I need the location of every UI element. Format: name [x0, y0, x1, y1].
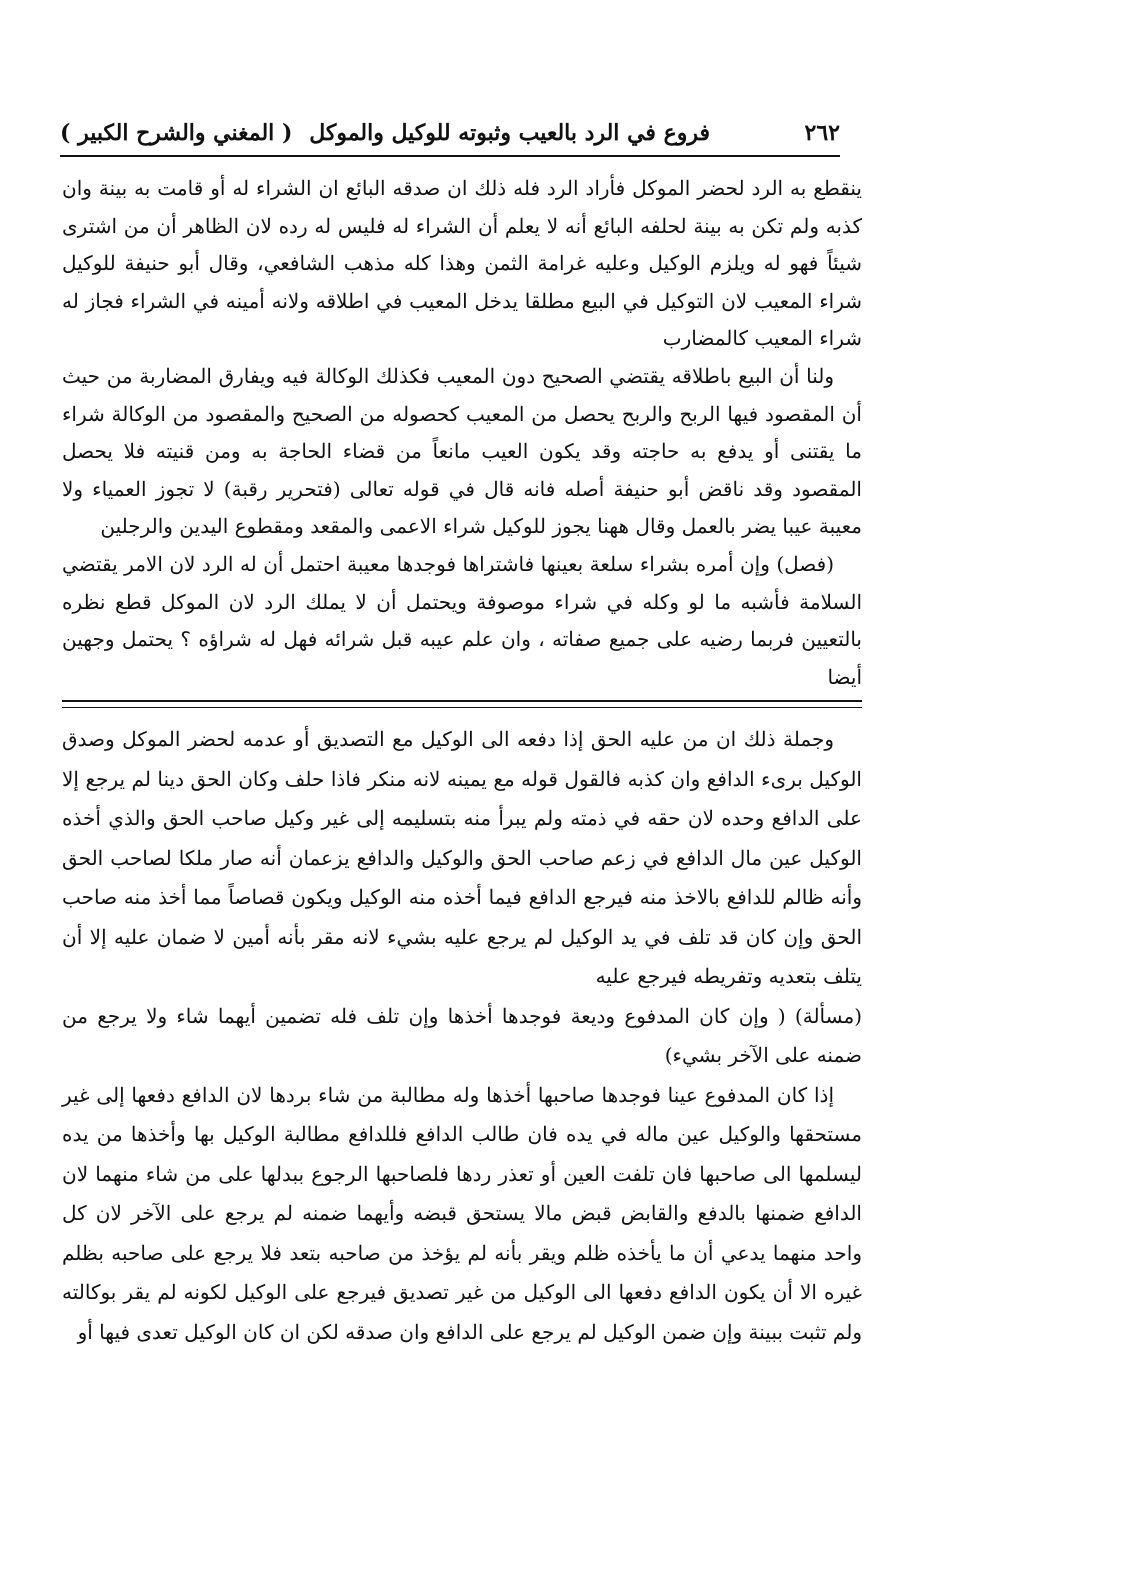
paragraph: (مسألة) ( وإن كان المدفوع وديعة فوجدها أخذها وإن تلف فله تضمين أيهما شاء ولا يرجع من ضمنه على الآخر بشيء) — [62, 1003, 862, 1067]
book-title: ( المغني والشرح الكبير ) — [60, 120, 293, 146]
paragraph: إذا كان المدفوع عينا فوجدها صاحبها أخذها وله مطالبة من شاء بردها لان الدافع دفعها إلى غير مستحقها والوكيل عين ماله في يده فان طالب الدافع فللدافع مطالبة الوكيل بها وأخذها من يده ليسلمها الى صاحبها فان تلفت العين أو تعذر ردها فلصاحبها الرجوع ببدلها على من شاء منهما لان الدافع ضمنها بالدفع والقابض قبض مالا يستحق قبضه وأيهما ضمنه لم يرجع على الآخر لان كل واحد منهما يدعي أن ما يأخذه ظلم ويقر بأنه لم يؤخذ من صاحبه بتعد فلا يرجع على صاحبه بظلم غيره الا أن يكون الدافع دفعها الى الوكيل من غير تصديق فيرجع على الوكيل لكونه لم يقر بوكالته ولم تثبت ببينة وإن ضمن الوكيل لم يرجع على الدافع وان صدقه لكن ان كان الوكيل تعدى فيها أو — [62, 1082, 862, 1344]
section-title: فروع في الرد بالعيب وثبوته للوكيل والموكل — [309, 120, 710, 146]
running-header — [60, 118, 840, 154]
section-divider — [62, 700, 862, 708]
header-rule — [60, 155, 840, 157]
paragraph: (فصل) وإن أمره بشراء سلعة بعينها فاشتراها فوجدها معيبة احتمل أن له الرد لان الامر يقتضي السلامة فأشبه ما لو وكله في شراء موصوفة ويحتمل أن لا يملك الرد لان الموكل قطع نظره بالتعيين فربما رضيه على جميع صفاته ، وان علم عيبه قبل شرائه فهل له شراؤه ؟ يحتمل وجهين أيضا — [62, 551, 862, 689]
paragraph: ينقطع به الرد لحضر الموكل فأراد الرد فله ذلك ان صدقه البائع ان الشراء له أو قامت به بينة وان كذبه ولم تكن به بينة لحلفه البائع أنه لا يعلم أن الشراء له فليس له رده لان الظاهر أن من اشترى شيئاً فهو له ويلزم الوكيل وعليه غرامة الثمن وهذا كله مذهب الشافعي، وقال أبو حنيفة للوكيل شراء المعيب لان التوكيل في البيع مطلقا يدخل المعيب في اطلاقه ولانه أمينه في الشراء فجاز له شراء المعيب كالمضارب — [62, 176, 862, 351]
upper-text-block — [62, 170, 862, 696]
paragraph: ولنا أن البيع باطلاقه يقتضي الصحيح دون المعيب فكذلك الوكالة فيه ويفارق المضاربة من حيث أن المقصود فيها الربح والربح يحصل من المعيب كحصوله من الصحيح والمقصود من الوكالة شراء ما يقتنى أو يدفع به حاجته وقد يكون العيب مانعاً من قضاء الحاجة به ومن قنيته فلا يحصل المقصود وقد ناقض أبو حنيفة أصله فانه قال في قوله تعالى (فتحرير رقبة) لا تجوز العمياء ولا معيبة عيبا يضر بالعمل وقال ههنا يجوز للوكيل شراء الاعمى والمقعد ومقطوع اليدين والرجلين — [62, 363, 862, 539]
page-number: ٢٦٢ — [804, 120, 840, 146]
lower-text-block — [62, 720, 862, 1352]
paragraph: وجملة ذلك ان من عليه الحق إذا دفعه الى الوكيل مع التصديق أو عدمه لحضر الموكل وصدق الوكيل برىء الدافع وان كذبه فالقول قوله مع يمينه لانه منكر فاذا حلف وكان الحق دينا لم يرجع إلا على الدافع وحده لان حقه في ذمته ولم يبرأ منه بتسليمه إلى غير وكيل صاحب الحق والذي أخذه الوكيل عين مال الدافع في زعم صاحب الحق والوكيل والدافع يزعمان أنه صار ملكا لصاحب الحق وأنه ظالم للدافع بالاخذ منه فيرجع الدافع فيما أخذه منه الوكيل ويكون قصاصاً مما أخذ منه صاحب الحق وإن كان قد تلف في يد الوكيل لم يرجع عليه بشيء لانه مقر بأنه أمين لا ضمان عليه إلا أن يتلف بتعديه وتفريطه فيرجع عليه — [62, 727, 862, 988]
